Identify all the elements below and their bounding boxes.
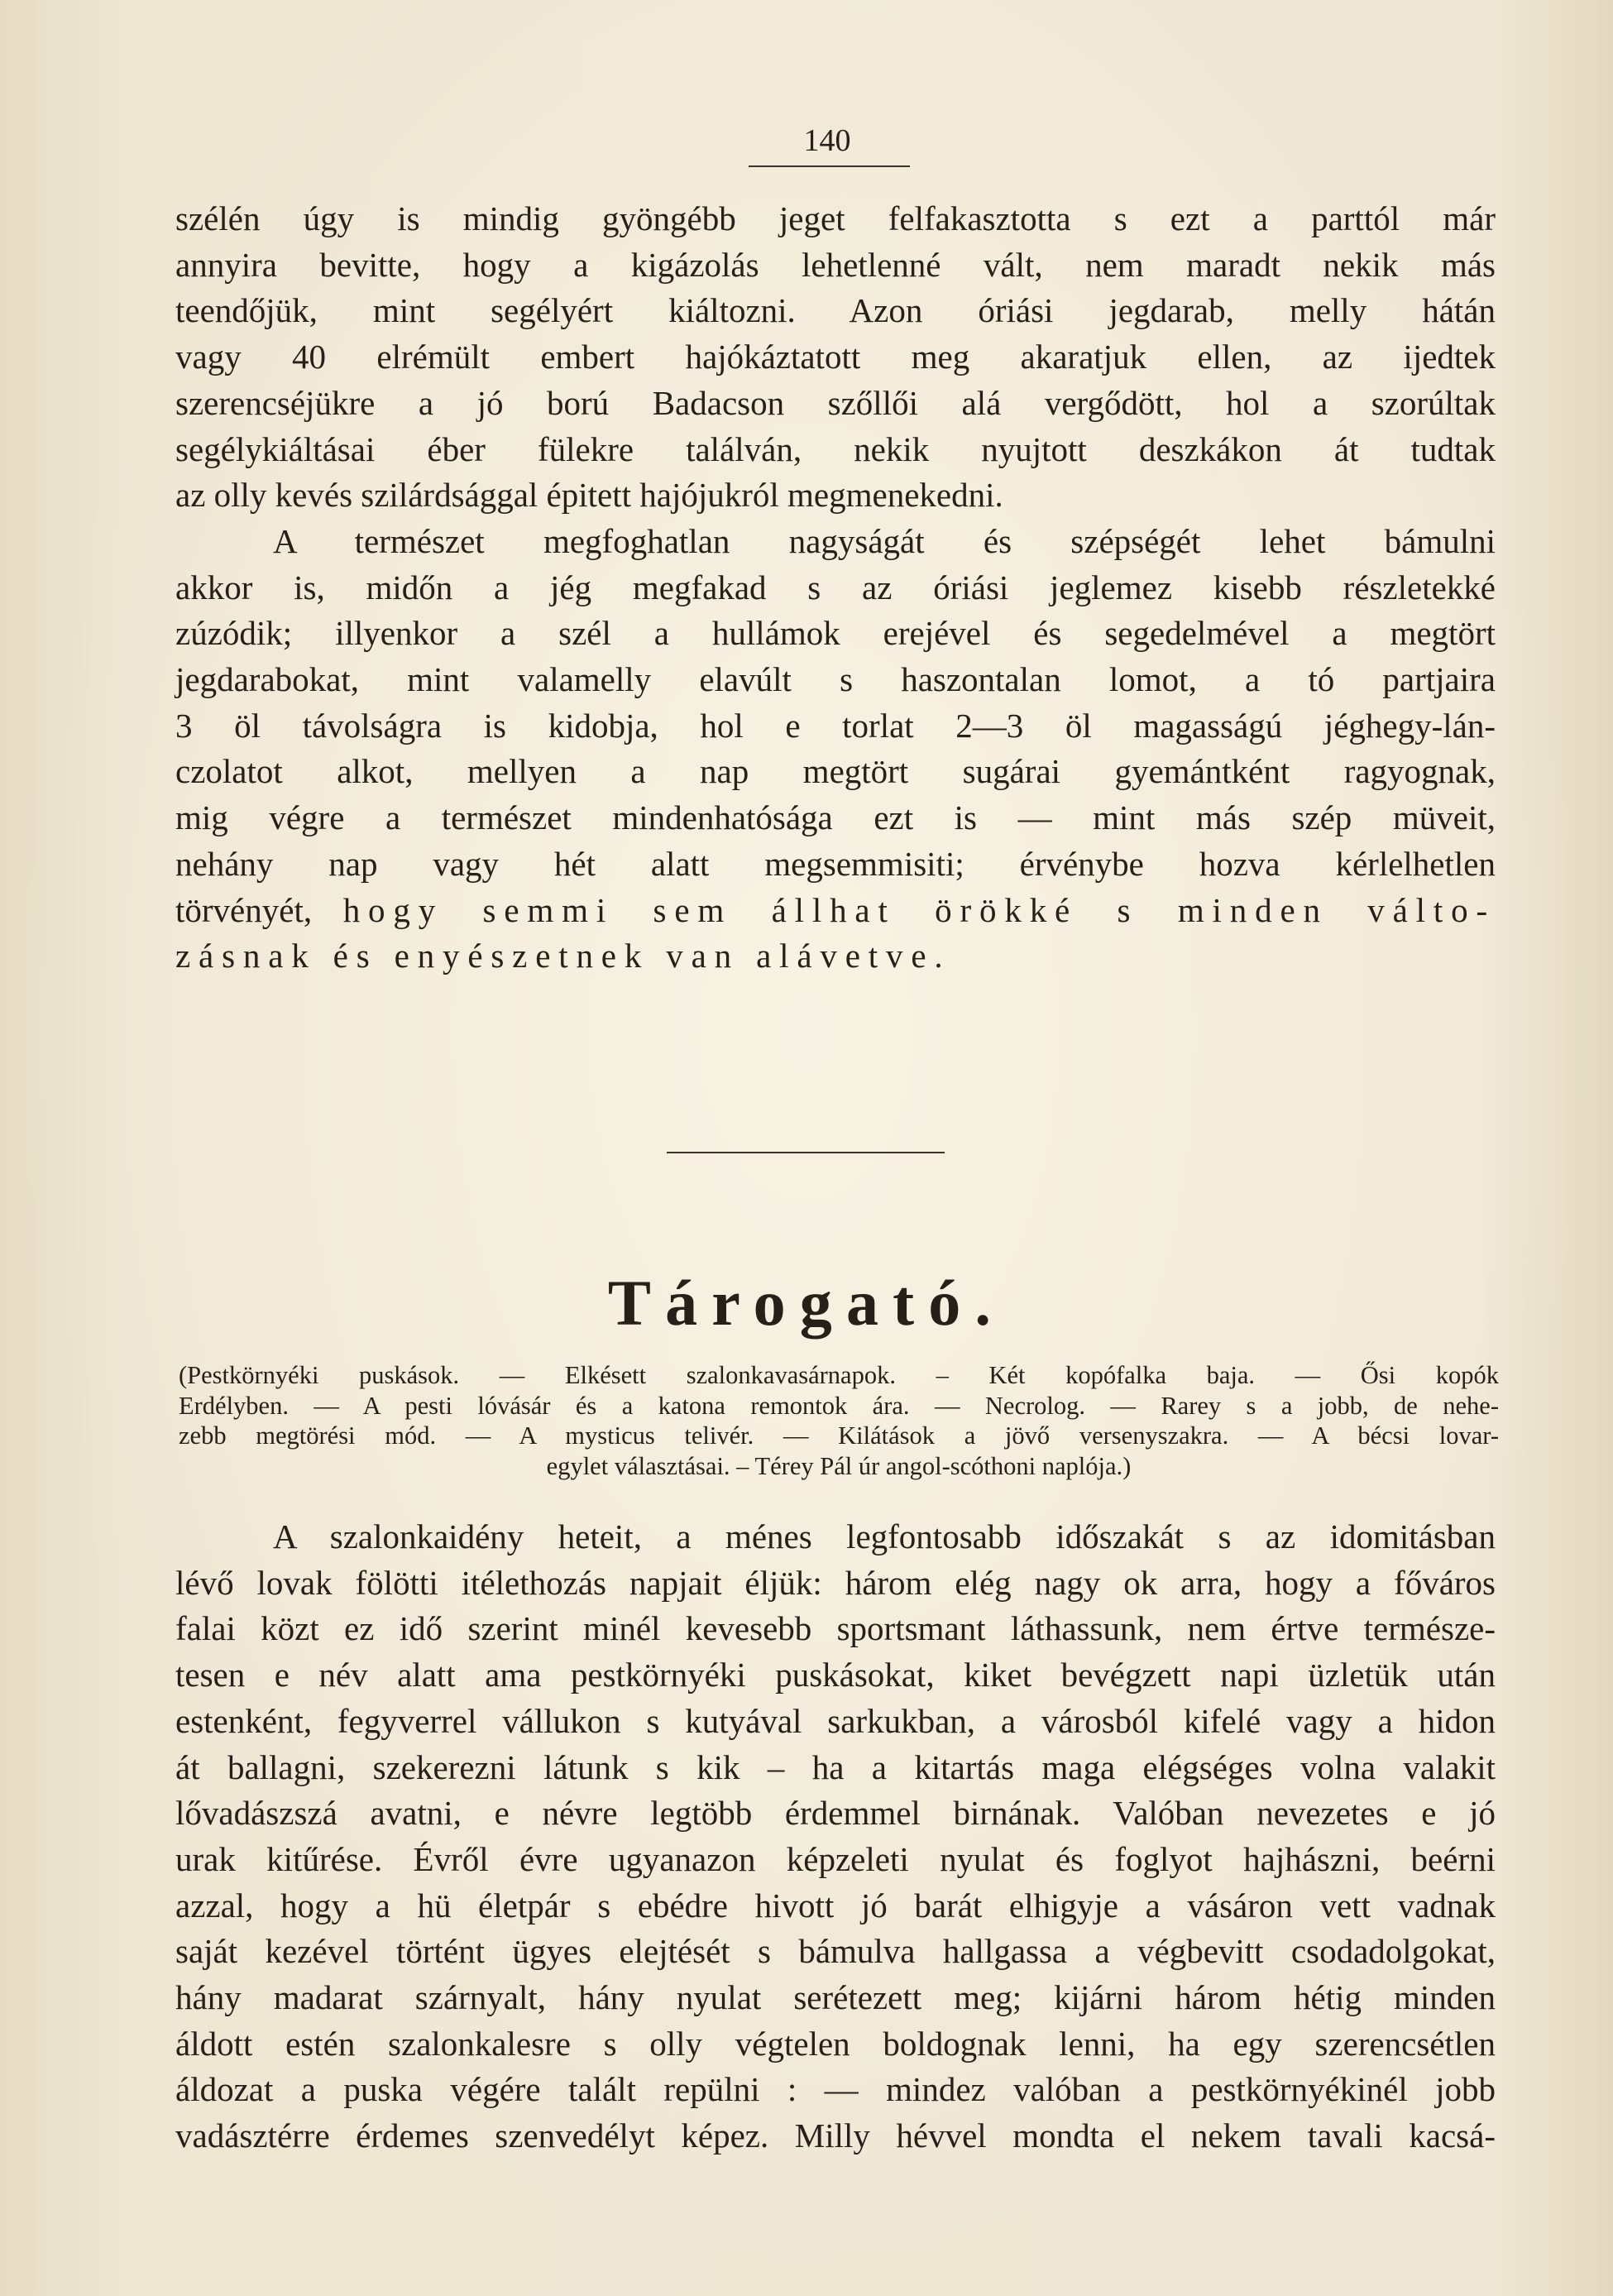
text-line: falai közt ez idő szerint minél kevesebb sportsmant láthassunk, nem értve természe- (175, 1609, 1496, 1648)
text-line: szerencséjükre a jó ború Badacson szőllői alá vergődött, hol a szorúltak (175, 383, 1496, 422)
text-line: A természet megfoghatlan nagyságát és szépségét lehet bámulni (273, 521, 1496, 560)
text-line: lővadászszá avatni, e névre legtöbb érdemmel birnának. Valóban nevezetes e jó (175, 1794, 1496, 1833)
summary-line: egylet választásai. – Térey Pál úr angol-scóthoni naplója.) (546, 1451, 1132, 1480)
text-line: hány madarat szárnyalt, hány nyulat serétezett meg; kijárni három hétig minden (175, 1978, 1496, 2017)
summary-line: (Pestkörnyéki puskások. — Elkésett szalonkavasárnapok. – Két kopófalka baja. — Ősi kopók (179, 1361, 1499, 1389)
text-line: át ballagni, szekerezni látunk s kik – ha a kitartás maga elégséges volna valakit (175, 1747, 1496, 1786)
text-line: urak kitűrése. Évről évre ugyanazon képzeleti nyulat és foglyot hajhászni, beérni (175, 1839, 1496, 1878)
text-line: áldott estén szalonkalesre s olly végtelen boldognak lenni, ha egy szerencsétlen (175, 2024, 1496, 2063)
text-line: az olly kevés szilárdsággal épitett hajójukról megmenekedni. (175, 476, 1003, 515)
text-line: 3 öl távolságra is kidobja, hol e torlat 2—3 öl magasságú jéghegy-lán- (175, 706, 1496, 745)
text-line: nehány nap vagy hét alatt megsemmisiti; érvénybe hozva kérlelhetlen (175, 844, 1496, 883)
body-text-section-1 (175, 196, 1496, 980)
emphasized-text: hogy semmi sem állhat örökké s minden válto- (342, 890, 1496, 929)
text-line: tesen e név alatt ama pestkörnyéki puskásokat, kiket bevégzett napi üzletük után (175, 1656, 1496, 1694)
text-line: teendőjük, mint segélyért kiáltozni. Azon óriási jegdarab, melly hátán (175, 291, 1496, 330)
text-line: mig végre a természet mindenhatósága ezt is — mint más szép müveit, (175, 798, 1496, 837)
body-text-section-2 (175, 1514, 1496, 2159)
page-number-rule (749, 165, 910, 167)
text-line: annyira bevitte, hogy a kigázolás lehetlenné vált, nem maradt nekik más (175, 245, 1496, 284)
text-line: jegdarabokat, mint valamelly elavúlt s haszontalan lomot, a tó partjaira (175, 660, 1496, 699)
summary-line: zebb megtörési mód. — A mysticus telivér. — Kilátások a jövő versenyszakra. — A bécsi lovar- (179, 1421, 1499, 1450)
text-line: A szalonkaidény heteit, a ménes legfontosabb időszakát s az idomitásban (273, 1517, 1496, 1555)
text-line: estenként, fegyverrel vállukon s kutyával sarkukban, a városból kifelé vagy a hidon (175, 1701, 1496, 1740)
section-heading: Tárogató. (607, 1267, 1006, 1339)
text-line (175, 933, 1496, 980)
section-divider (667, 1152, 945, 1153)
text-line: zúzódik; illyenkor a szél a hullámok erejével és segedelmével a megtört (175, 614, 1496, 653)
text-line: akkor is, midőn a jég megfakad s az óriási jeglemez kisebb részletekké (175, 568, 1496, 606)
section-summary (179, 1360, 1499, 1481)
text-line: szélén úgy is mindig gyöngébb jeget felfakasztotta s ezt a parttól már (175, 199, 1496, 237)
text-line (175, 888, 1496, 934)
text-line: vadásztérre érdemes szenvedélyt képez. Milly hévvel mondta el nekem tavali kacsá- (175, 2116, 1496, 2155)
text-line: segélykiáltásai éber fülekre találván, nekik nyujtott deszkákon át tudtak (175, 429, 1496, 468)
summary-line: Erdélyben. — A pesti lóvásár és a katona remontok ára. — Necrolog. — Rarey s a jobb, de nehe- (179, 1391, 1499, 1420)
text-run: törvényét, (175, 890, 343, 929)
page-number: 140 (803, 123, 851, 158)
text-line: czolatot alkot, mellyen a nap megtört sugárai gyemántként ragyognak, (175, 752, 1496, 791)
text-line: vagy 40 elrémült embert hajókáztatott meg akaratjuk ellen, az ijedtek (175, 338, 1496, 376)
text-line: áldozat a puska végére talált repülni : — mindez valóban a pestkörnyékinél jobb (175, 2070, 1496, 2109)
text-line: azzal, hogy a hü életpár s ebédre hivott jó barát elhigyje a vásáron vett vadnak (175, 1886, 1496, 1925)
text-line: lévő lovak fölötti itélethozás napjait éljük: három elég nagy ok arra, hogy a főváros (175, 1563, 1496, 1602)
emphasized-text: zásnak és enyészetnek van alávetve. (175, 937, 951, 975)
text-line: saját kezével történt ügyes elejtését s bámulva hallgassa a végbevitt csodadolgokat, (175, 1932, 1496, 1971)
